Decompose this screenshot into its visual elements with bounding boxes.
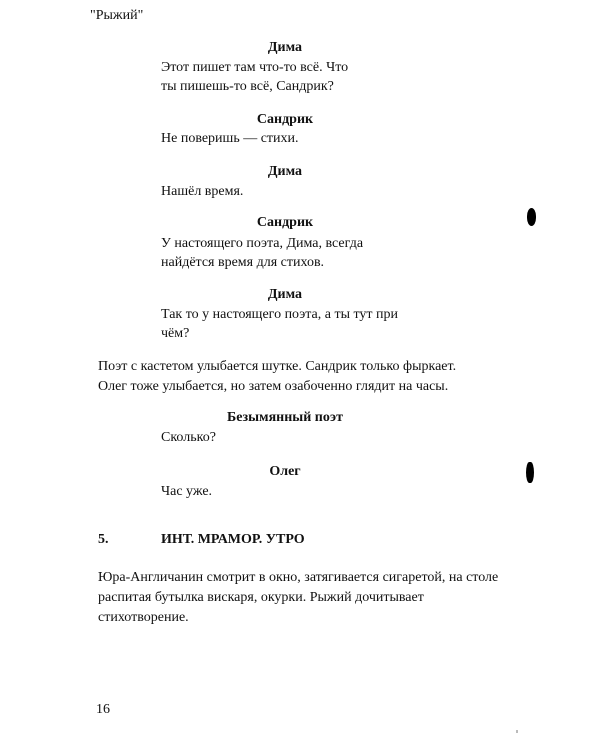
dialogue-line: ты пишешь-то всё, Сандрик? xyxy=(161,79,334,94)
action-line: стихотворение. xyxy=(98,610,189,625)
action-line: Юра-Англичанин смотрит в окно, затягивается сигаретой, на столе xyxy=(98,570,499,585)
dialogue-line: У настоящего поэта, Дима, всегда xyxy=(161,236,364,251)
action-line: Олег тоже улыбается, но затем озабоченно глядит на часы. xyxy=(98,379,449,394)
punch-hole xyxy=(527,208,536,226)
character-name: Дима xyxy=(267,164,303,179)
dialogue xyxy=(161,58,421,96)
punch-hole xyxy=(526,462,534,483)
dialogue xyxy=(161,482,421,501)
character-name: Дима xyxy=(267,40,303,55)
dialogue-line: Сколько? xyxy=(161,430,216,445)
dialogue-line: Не поверишь — стихи. xyxy=(161,131,299,146)
dialogue-line: Час уже. xyxy=(161,484,213,499)
scene-action-paragraph xyxy=(98,568,518,628)
dialogue-line: Этот пишет там что-то всё. Что xyxy=(161,60,349,75)
dialogue-line: найдётся время для стихов. xyxy=(161,255,325,270)
document-title: "Рыжий" xyxy=(90,8,144,23)
character-name: Олег xyxy=(269,464,301,479)
scan-speck xyxy=(516,730,518,733)
scene-number: 5. xyxy=(98,532,109,547)
action-paragraph xyxy=(98,357,518,397)
dialogue xyxy=(161,182,421,201)
scene-heading: ИНТ. МРАМОР. УТРО xyxy=(161,532,305,547)
character-name: Сандрик xyxy=(256,215,314,230)
dialogue xyxy=(161,428,421,447)
dialogue-line: Нашёл время. xyxy=(161,184,244,199)
character-name: Безымянный поэт xyxy=(227,410,343,425)
action-line: Поэт с кастетом улыбается шутке. Сандрик только фыркает. xyxy=(98,359,457,374)
character-name: Дима xyxy=(267,287,303,302)
dialogue xyxy=(161,234,421,272)
character-name: Сандрик xyxy=(256,112,314,127)
dialogue xyxy=(161,129,421,148)
page-number: 16 xyxy=(96,702,110,717)
dialogue-line: чём? xyxy=(161,326,190,341)
dialogue xyxy=(161,305,421,343)
dialogue-line: Так то у настоящего поэта, а ты тут при xyxy=(161,307,399,322)
action-line: распитая бутылка вискаря, окурки. Рыжий дочитывает xyxy=(98,590,424,605)
